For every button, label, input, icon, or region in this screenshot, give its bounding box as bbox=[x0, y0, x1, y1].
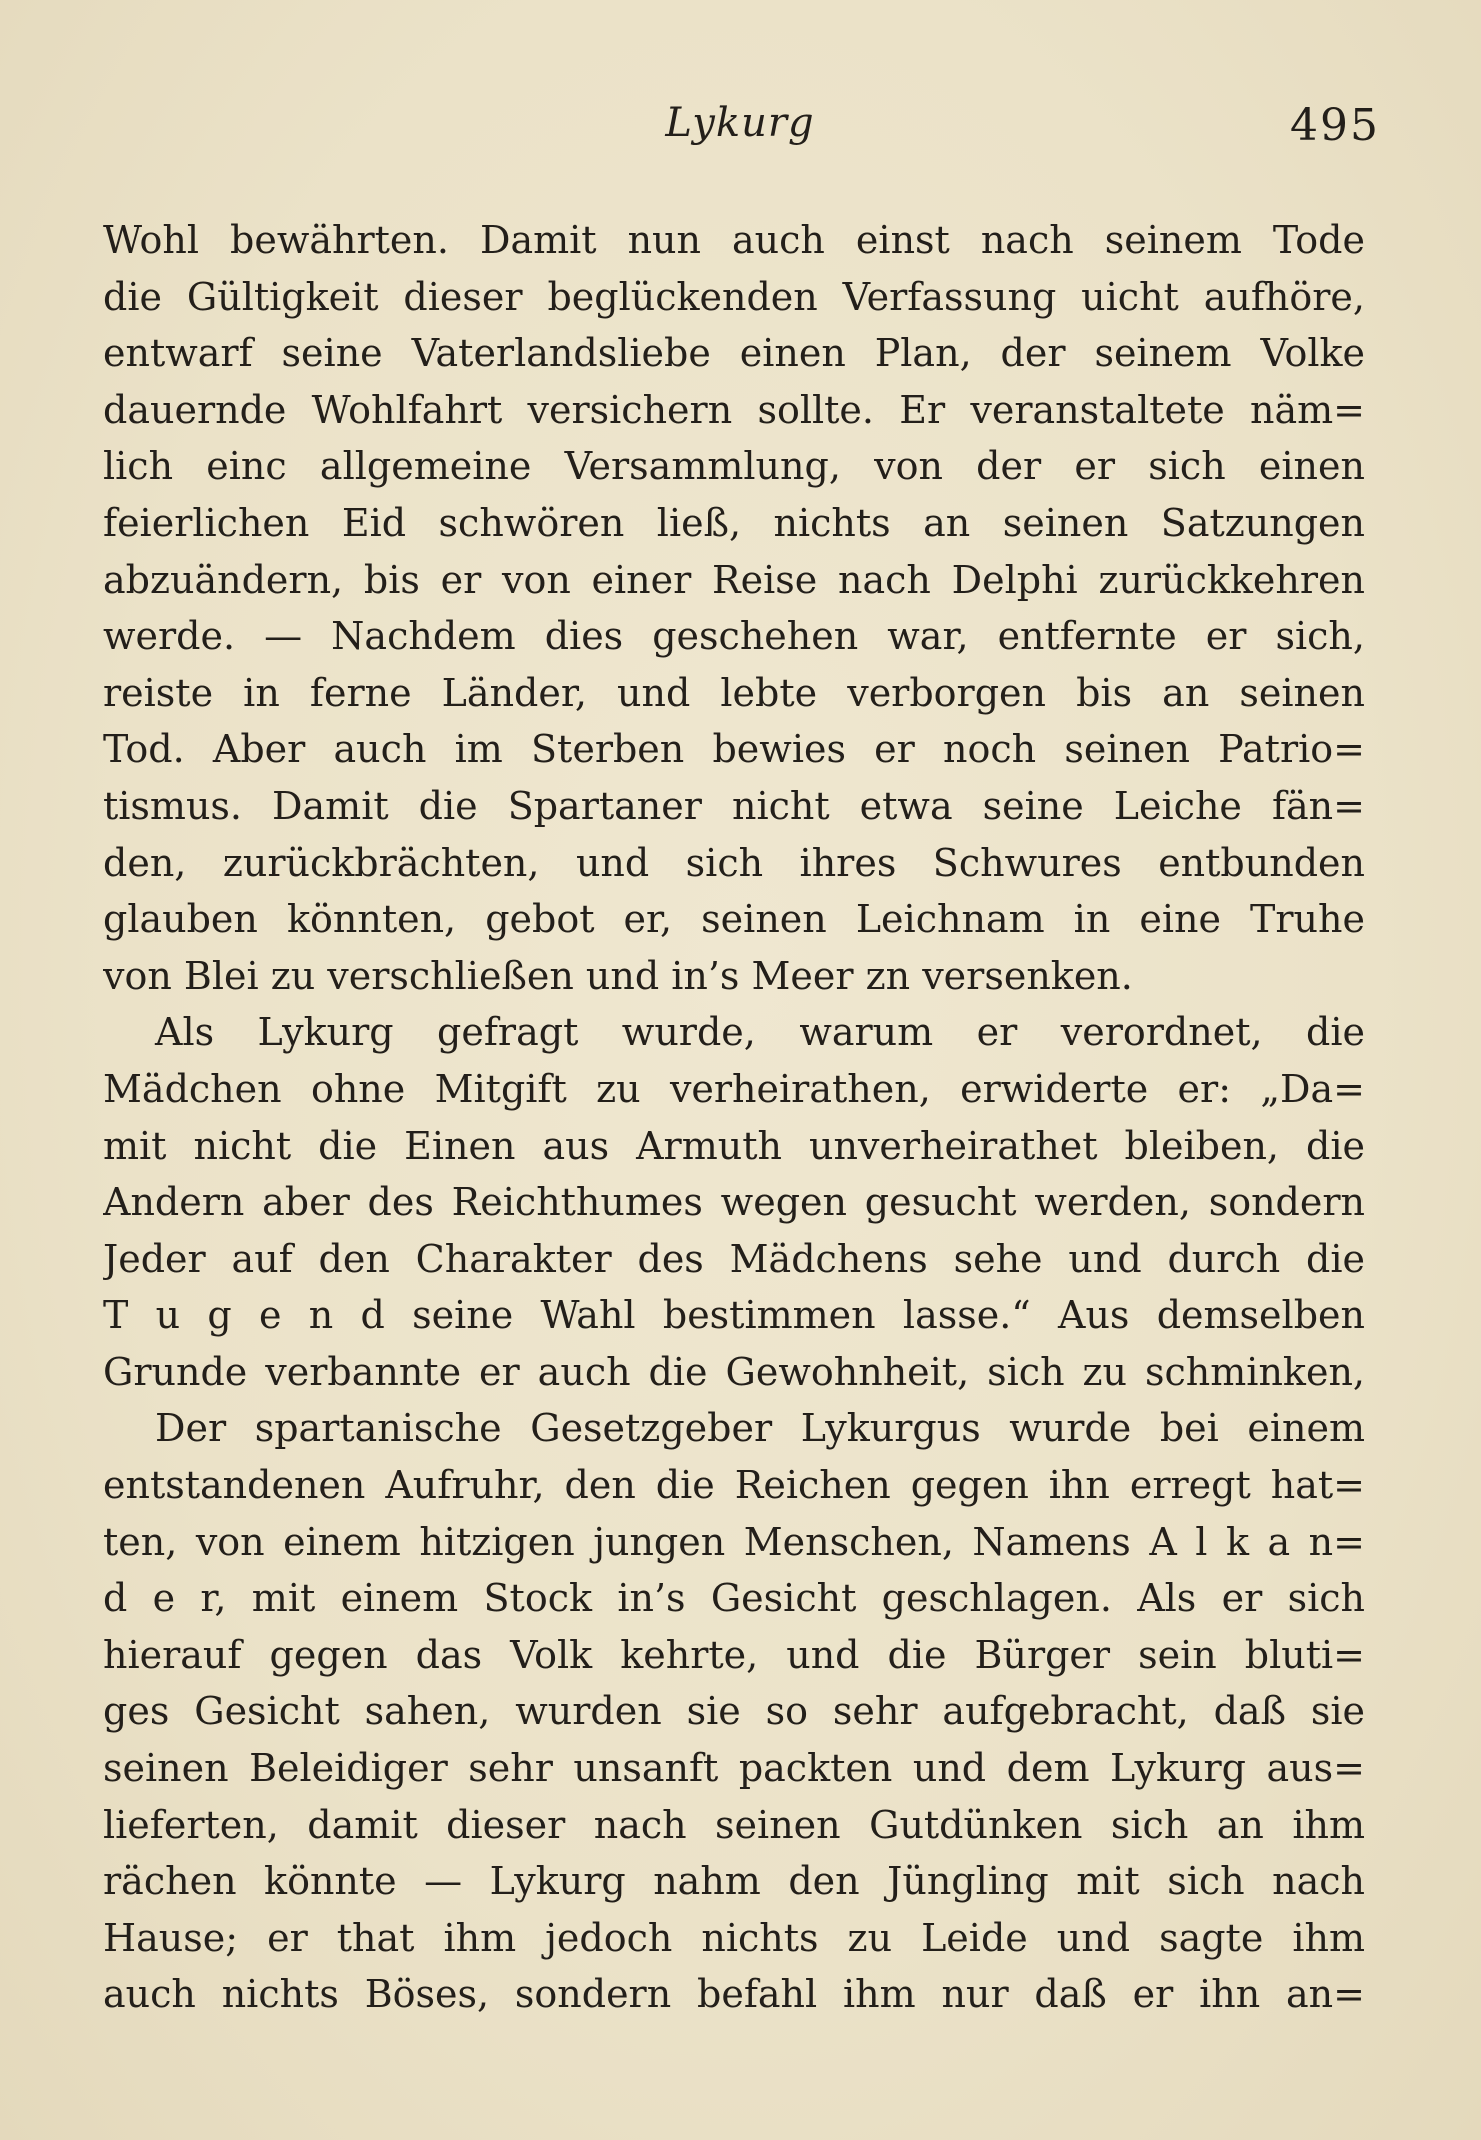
text-line: Als Lykurg gefragt wurde, warum er verordnet, die bbox=[155, 1010, 1365, 1055]
text-line: Tod. Aber auch im Sterben bewies er noch seinen Patrio= bbox=[103, 727, 1365, 772]
text-line: Mädchen ohne Mitgift zu verheirathen, erwiderte er: „Da= bbox=[103, 1066, 1365, 1111]
text-line: hierauf gegen das Volk kehrte, und die Bürger sein bluti= bbox=[103, 1632, 1365, 1677]
text-line: Jeder auf den Charakter des Mädchens sehe und durch die bbox=[103, 1236, 1365, 1281]
text-line: seinen Beleidiger sehr unsanft packten und dem Lykurg aus= bbox=[103, 1746, 1365, 1791]
text-line: entwarf seine Vaterlandsliebe einen Plan, der seinem Volke bbox=[103, 331, 1365, 376]
body-text bbox=[103, 212, 1365, 2023]
text-line: dauernde Wohlfahrt versichern sollte. Er veranstaltete näm= bbox=[103, 387, 1365, 432]
text-line: mit nicht die Einen aus Armuth unverheirathet bleiben, die bbox=[103, 1123, 1365, 1168]
text-line: auch nichts Böses, sondern befahl ihm nur daß er ihn an= bbox=[103, 1972, 1365, 2017]
text-line: feierlichen Eid schwören ließ, nichts an seinen Satzungen bbox=[103, 500, 1365, 545]
page-header bbox=[100, 100, 1380, 170]
text-line: ten, von einem hitzigen jungen Menschen, Namens A l k a n= bbox=[103, 1519, 1365, 1564]
text-line: T u g e n d seine Wahl bestimmen lasse.“ Aus demselben bbox=[103, 1293, 1365, 1338]
text-line: werde. — Nachdem dies geschehen war, entfernte er sich, bbox=[103, 614, 1365, 659]
running-title: Lykurg bbox=[665, 100, 815, 146]
text-line: den, zurückbrächten, und sich ihres Schwures entbunden bbox=[103, 840, 1365, 885]
text-line: abzuändern, bis er von einer Reise nach Delphi zurückkehren bbox=[103, 557, 1365, 602]
text-line: Hause; er that ihm jedoch nichts zu Leide und sagte ihm bbox=[103, 1915, 1365, 1960]
text-line: lieferten, damit dieser nach seinen Gutdünken sich an ihm bbox=[103, 1802, 1365, 1847]
text-line: von Blei zu verschließen und in’s Meer zn versenken. bbox=[103, 953, 1133, 998]
text-line: tismus. Damit die Spartaner nicht etwa seine Leiche fän= bbox=[103, 783, 1365, 828]
text-line: Grunde verbannte er auch die Gewohnheit, sich zu schminken, bbox=[103, 1349, 1365, 1394]
text-line: Andern aber des Reichthumes wegen gesucht werden, sondern bbox=[103, 1180, 1365, 1225]
text-line: ges Gesicht sahen, wurden sie so sehr aufgebracht, daß sie bbox=[103, 1689, 1365, 1734]
page-number: 495 bbox=[1290, 100, 1380, 151]
text-line: d e r, mit einem Stock in’s Gesicht geschlagen. Als er sich bbox=[103, 1576, 1365, 1621]
text-line: lich einc allgemeine Versammlung, von der er sich einen bbox=[103, 444, 1365, 489]
text-line: reiste in ferne Länder, und lebte verborgen bis an seinen bbox=[103, 670, 1365, 715]
text-line: Wohl bewährten. Damit nun auch einst nach seinem Tode bbox=[103, 218, 1365, 262]
text-line: Der spartanische Gesetzgeber Lykurgus wurde bei einem bbox=[155, 1406, 1365, 1451]
text-line: entstandenen Aufruhr, den die Reichen gegen ihn erregt hat= bbox=[103, 1463, 1365, 1508]
text-line: die Gültigkeit dieser beglückenden Verfassung uicht aufhöre, bbox=[103, 274, 1365, 319]
text-line: glauben könnten, gebot er, seinen Leichnam in eine Truhe bbox=[103, 897, 1365, 942]
text-line: rächen könnte — Lykurg nahm den Jüngling mit sich nach bbox=[103, 1859, 1365, 1904]
